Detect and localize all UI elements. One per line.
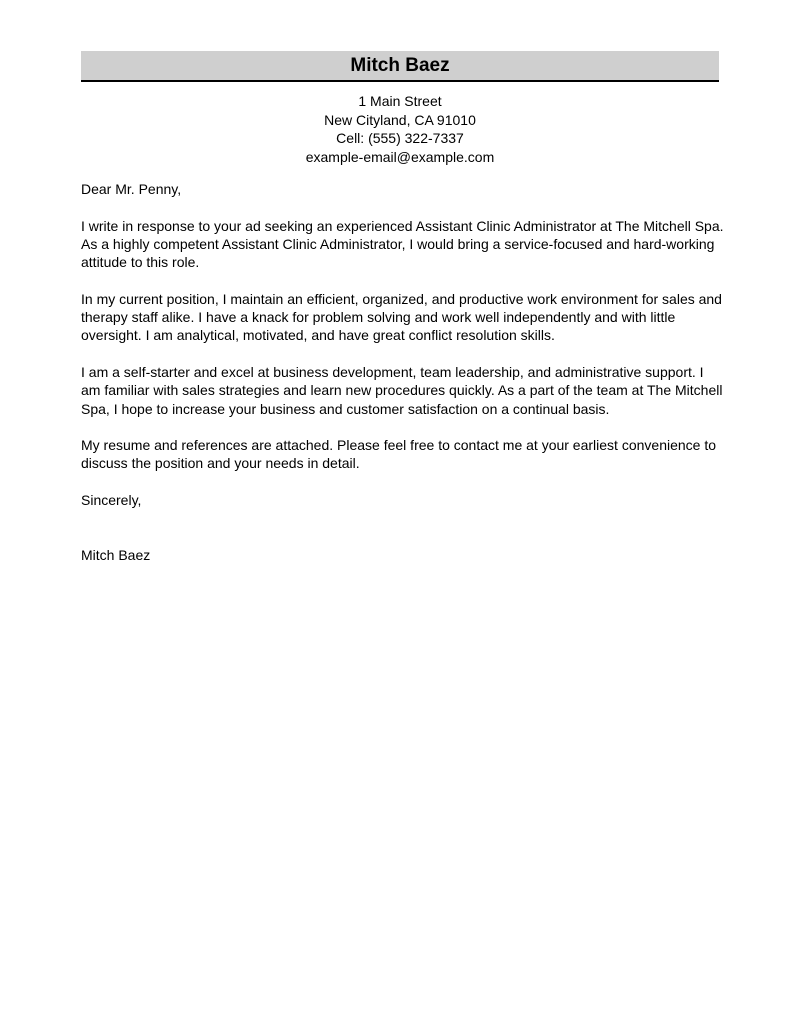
closing: Sincerely, [81,492,142,509]
city-state-zip: New Cityland, CA 91010 [324,111,476,128]
applicant-name: Mitch Baez [350,55,450,76]
contact-block [81,92,719,166]
phone-number: Cell: (555) 322-7337 [336,130,464,146]
paragraph-closing-request: My resume and references are attached. Please feel free to contact me at your earliest convenience to discuss the position and your needs in detail. [81,437,717,472]
name-header-bar [81,51,719,82]
paragraph-skills: I am a self-starter and excel at business development, team leadership, and administrative support. I am familiar with sales strategies and learn new procedures quickly. As a part of the team at The Mitchell Spa, I hope to increase your business and customer satisfaction on a continual basis. [81,363,723,417]
letter-body [81,180,725,564]
street-address: 1 Main Street [358,93,442,109]
paragraph-current-position: In my current position, I maintain an efficient, organized, and productive work environment for sales and therapy staff alike. I have a knack for problem solving and work well independently and with little oversight. I am analytical, motivated, and have great conflict resolution skills. [81,290,722,344]
email-address: example-email@example.com [305,148,495,165]
salutation: Dear Mr. Penny, [81,181,182,197]
paragraph-intro: I write in response to your ad seeking an experienced Assistant Clinic Administrator at The Mitchell Spa. As a highly competent Assistant Clinic Administrator, I would bring a service-focused and hard-working attitude to this role. [81,217,724,271]
signature-name: Mitch Baez [81,546,151,563]
